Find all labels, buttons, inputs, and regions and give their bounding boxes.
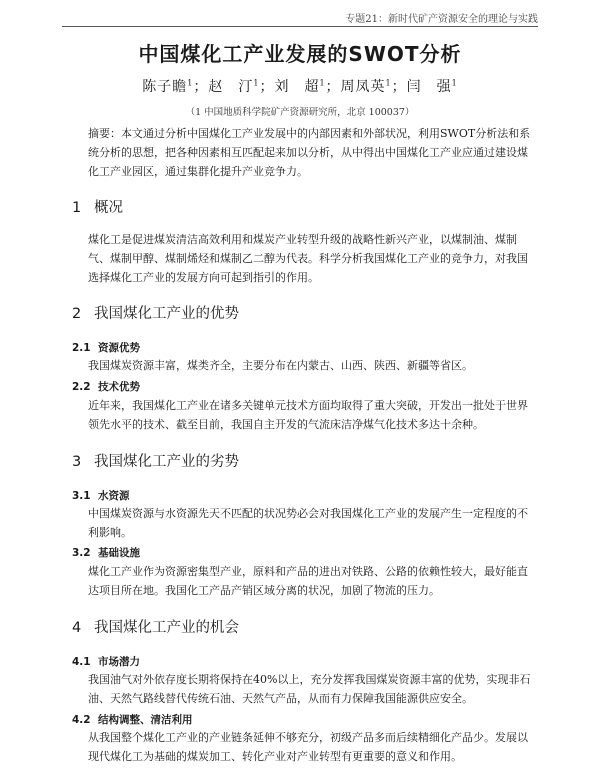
section-number: 1 <box>72 200 82 216</box>
paragraph: 近年来，我国煤化工产业在诸多关键单元技术方面均取得了重大突破，开发出一批处于世界领先水平的技术、截至目前，我国自主开发的气流床洁净煤气化技术多达十余种。 <box>88 399 528 431</box>
section-title: 我国煤化工产业的优势 <box>94 306 239 322</box>
paragraph: 从我国整个煤化工产业的产业链条延伸不够充分，初级产品多而后续精细化产品少。发展以现代煤化工为基础的煤炭加工、转化产业对产业转型有更重要的意义和作用。 <box>88 731 528 763</box>
subsection-heading <box>72 654 140 669</box>
paragraph: 我国油气对外依存度长期将保持在40%以上，充分发挥我国煤炭资源丰富的优势，实现非石油、天然气路线替代传统石油、天然气产品，从而有力保障我国能源供应安全。 <box>88 673 531 705</box>
author-affil-mark: 1 <box>451 78 458 88</box>
abstract-label: 摘要： <box>88 127 121 140</box>
subsection-number: 2.2 <box>72 381 91 393</box>
paragraph: 煤化工是促进煤炭清洁高效利用和煤炭产业转型升级的战略性新兴产业，以煤制油、煤制气、煤制甲醇、煤制烯烃和煤制乙二醇为代表。科学分析我国煤化工产业的竞争力，对我国选择煤化工产业的发展方向可起到指引的作用。 <box>88 233 528 284</box>
running-head: 专题21：新时代矿产资源安全的理论与实践 <box>345 14 538 25</box>
abstract-text: 本文通过分析中国煤化工产业发展中的内部因素和外部状况，利用SWOT分析法和系统分析的思想，把各种因素相互匹配起来加以分析，从中得出中国煤化工产业应通过建设煤化工产业园区，通过集群化提升产业竞争力。 <box>88 127 531 178</box>
author-name: 周凤英 <box>340 79 386 95</box>
subsection-heading <box>72 545 140 560</box>
author-separator: ； <box>193 79 209 95</box>
author-name: 陈子瞻 <box>142 79 188 95</box>
header-rule <box>62 26 538 27</box>
section-number: 3 <box>72 454 82 470</box>
subsection-title: 基础设施 <box>98 547 140 559</box>
subsection-title: 技术优势 <box>98 381 140 393</box>
author-affil-mark: 1 <box>319 78 326 88</box>
paper-title: 中国煤化工产业发展的SWOT分析 <box>138 42 462 66</box>
section-number: 4 <box>72 620 82 636</box>
subsection-title: 结构调整、清洁利用 <box>98 714 193 726</box>
author-affil-mark: 1 <box>187 78 194 88</box>
paragraph: 中国煤炭资源与水资源先天不匹配的状况势必会对我国煤化工产业的发展产生一定程度的不利影响。 <box>88 507 528 539</box>
subsection-number: 4.2 <box>72 714 91 726</box>
author-name: 闫 强 <box>406 79 452 95</box>
section-number: 2 <box>72 306 82 322</box>
author-name: 刘 超 <box>274 79 320 95</box>
author-separator: ； <box>259 79 275 95</box>
author-list <box>0 76 600 96</box>
section-title: 概况 <box>94 200 123 216</box>
paragraph: 我国煤炭资源丰富，煤类齐全，主要分布在内蒙古、山西、陕西、新疆等省区。 <box>88 359 473 372</box>
author-affil-mark: 1 <box>253 78 260 88</box>
subsection-title: 水资源 <box>98 490 130 502</box>
affiliation: （1 中国地质科学院矿产资源研究所，北京 100037） <box>185 107 415 118</box>
section-heading <box>72 616 239 637</box>
section-heading <box>72 302 239 323</box>
author-separator: ； <box>325 79 341 95</box>
section-heading <box>72 196 123 217</box>
section-heading <box>72 450 239 471</box>
section-title: 我国煤化工产业的劣势 <box>94 454 239 470</box>
subsection-number: 3.2 <box>72 547 91 559</box>
section-title: 我国煤化工产业的机会 <box>94 620 239 636</box>
author-affil-mark: 1 <box>385 78 392 88</box>
paragraph: 煤化工产业作为资源密集型产业，原料和产品的进出对铁路、公路的依赖性较大，最好能直达项目所在地。我国化工产品产销区域分离的状况，加剧了物流的压力。 <box>88 565 528 597</box>
author-separator: ； <box>391 79 407 95</box>
subsection-heading <box>72 340 140 355</box>
subsection-heading <box>72 712 193 727</box>
subsection-title: 市场潜力 <box>98 656 140 668</box>
abstract <box>88 124 538 181</box>
subsection-title: 资源优势 <box>98 342 140 354</box>
subsection-heading <box>72 488 130 503</box>
subsection-number: 3.1 <box>72 490 91 502</box>
subsection-number: 4.1 <box>72 656 91 668</box>
subsection-heading <box>72 379 140 394</box>
subsection-number: 2.1 <box>72 342 91 354</box>
author-name: 赵 汀 <box>208 79 254 95</box>
